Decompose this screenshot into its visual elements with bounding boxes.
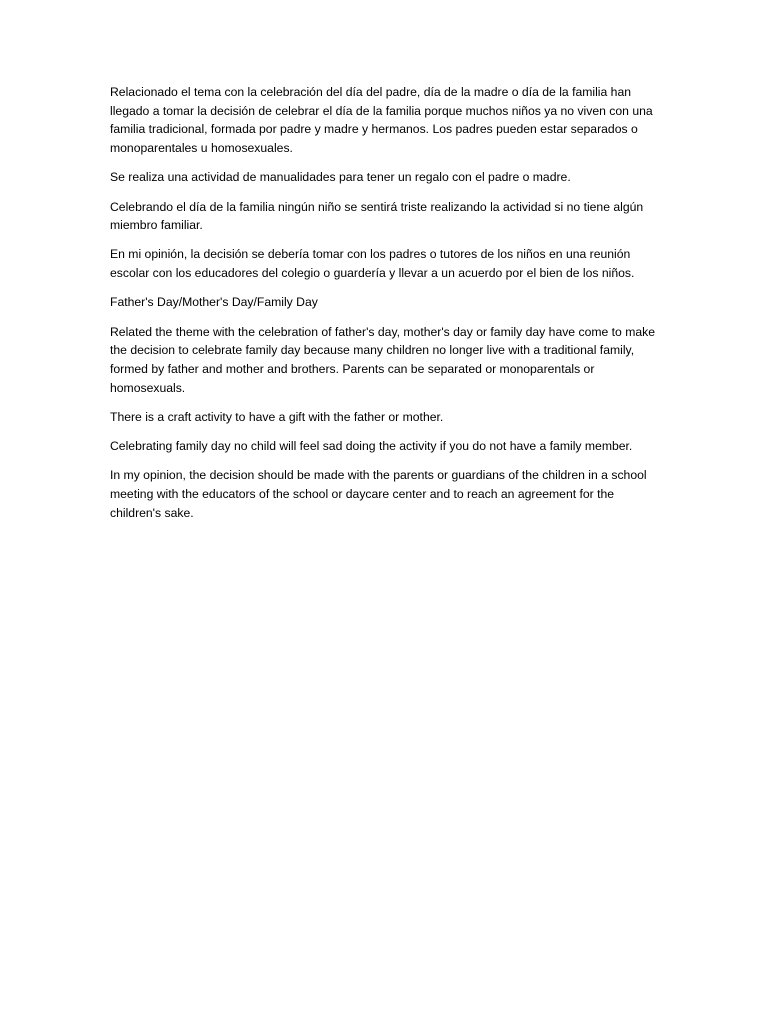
paragraph-english-celebration: Celebrating family day no child will feel sad doing the activity if you do not have a family member.: [110, 439, 633, 454]
english-title: Father's Day/Mother's Day/Family Day: [110, 295, 318, 310]
paragraph-english-opinion: In my opinion, the decision should be made with the parents or guardians of the children in a school meeting with the educators of the school or daycare center and to reach an agreement for the children's sake.: [110, 468, 647, 520]
document-body: [110, 83, 660, 533]
paragraph-spanish-activity: Se realiza una actividad de manualidades para tener un regalo con el padre o madre.: [110, 170, 571, 185]
paragraph-english-intro: Related the theme with the celebration of father's day, mother's day or family day have come to make the decision to celebrate family day because many children no longer live with a traditional family, formed by father and mother and brothers. Parents can be separated or monoparentals or homosexuals.: [110, 324, 656, 395]
paragraph-english-activity: There is a craft activity to have a gift with the father or mother.: [110, 409, 444, 424]
paragraph-spanish-opinion: En mi opinión, la decisión se debería tomar con los padres o tutores de los niños en una reunión escolar con los educadores del colegio o guardería y llevar a un acuerdo por el bien de los niños.: [110, 247, 635, 281]
paragraph-spanish-celebration: Celebrando el día de la familia ningún niño se sentirá triste realizando la actividad si no tiene algún miembro familiar.: [110, 199, 644, 233]
paragraph-spanish-intro: Relacionado el tema con la celebración del día del padre, día de la madre o día de la familia han llegado a tomar la decisión de celebrar el día de la familia porque muchos niños ya no viven con una familia tradicional, formada por padre y madre y hermanos. Los padres pueden estar separados o monoparentales u homosexuales.: [110, 85, 653, 156]
